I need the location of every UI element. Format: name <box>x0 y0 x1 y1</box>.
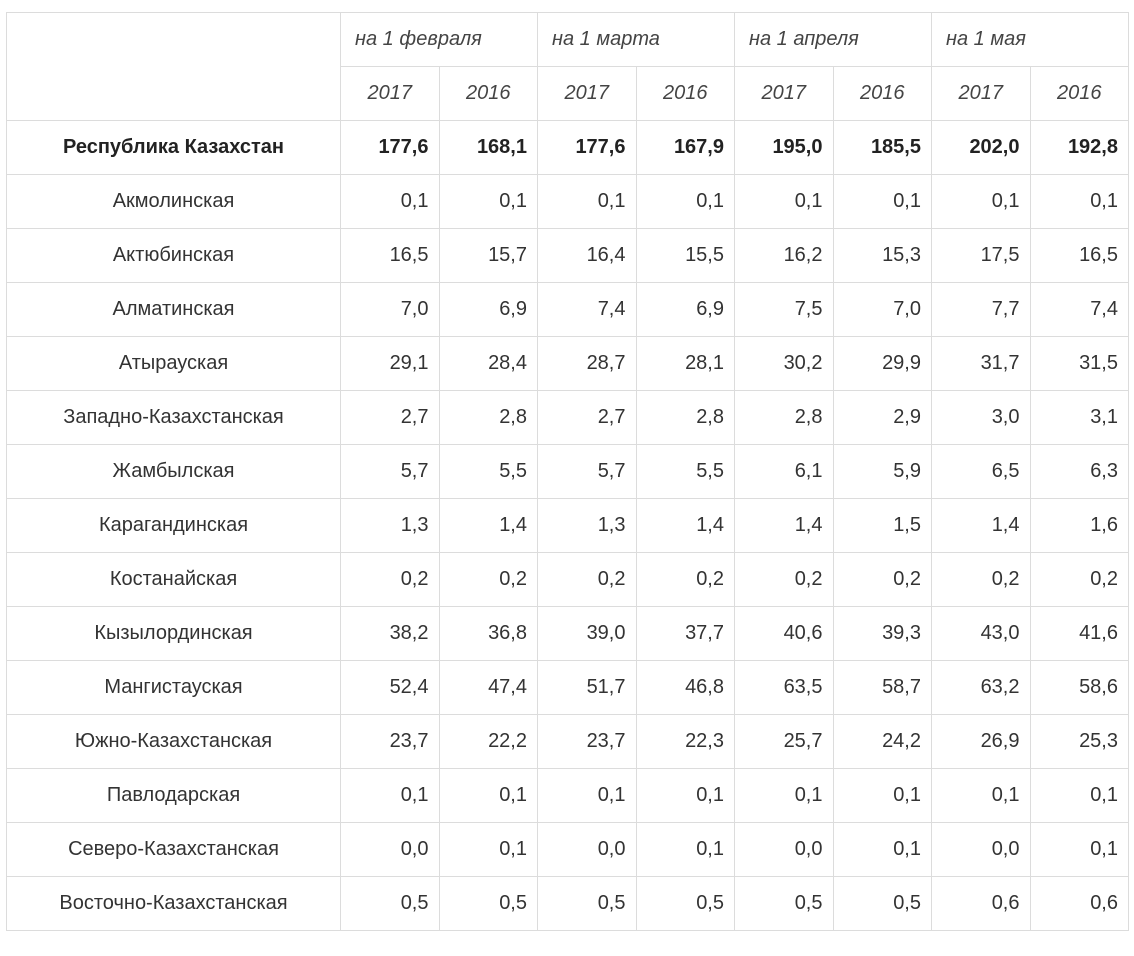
value-cell: 29,9 <box>833 337 932 391</box>
value-cell: 177,6 <box>341 121 440 175</box>
table-row <box>7 499 1129 553</box>
value-cell: 2,9 <box>833 391 932 445</box>
value-cell: 0,1 <box>932 769 1031 823</box>
value-cell: 6,9 <box>439 283 538 337</box>
value-cell: 0,2 <box>636 553 735 607</box>
value-cell: 22,3 <box>636 715 735 769</box>
value-cell: 25,7 <box>735 715 834 769</box>
year-header: 2016 <box>636 67 735 121</box>
table-row <box>7 175 1129 229</box>
value-cell: 0,1 <box>439 769 538 823</box>
value-cell: 0,1 <box>636 823 735 877</box>
value-cell: 5,5 <box>636 445 735 499</box>
value-cell: 0,1 <box>932 175 1031 229</box>
value-cell: 31,7 <box>932 337 1031 391</box>
value-cell: 5,7 <box>538 445 637 499</box>
value-cell: 0,1 <box>636 175 735 229</box>
value-cell: 0,1 <box>1030 769 1129 823</box>
year-header: 2016 <box>439 67 538 121</box>
region-name: Карагандинская <box>7 499 341 553</box>
value-cell: 202,0 <box>932 121 1031 175</box>
value-cell: 0,2 <box>341 553 440 607</box>
region-name: Западно-Казахстанская <box>7 391 341 445</box>
table-row <box>7 337 1129 391</box>
value-cell: 0,6 <box>1030 877 1129 931</box>
value-cell: 1,4 <box>932 499 1031 553</box>
value-cell: 0,2 <box>538 553 637 607</box>
value-cell: 2,7 <box>538 391 637 445</box>
region-name: Северо-Казахстанская <box>7 823 341 877</box>
table-header <box>7 13 1129 121</box>
year-header: 2016 <box>1030 67 1129 121</box>
value-cell: 22,2 <box>439 715 538 769</box>
value-cell: 6,9 <box>636 283 735 337</box>
value-cell: 1,4 <box>439 499 538 553</box>
value-cell: 1,3 <box>341 499 440 553</box>
value-cell: 1,4 <box>636 499 735 553</box>
table-row <box>7 661 1129 715</box>
value-cell: 28,4 <box>439 337 538 391</box>
value-cell: 0,1 <box>1030 823 1129 877</box>
value-cell: 7,7 <box>932 283 1031 337</box>
year-header: 2017 <box>735 67 834 121</box>
value-cell: 0,1 <box>833 823 932 877</box>
value-cell: 39,0 <box>538 607 637 661</box>
value-cell: 3,0 <box>932 391 1031 445</box>
value-cell: 195,0 <box>735 121 834 175</box>
value-cell: 0,2 <box>735 553 834 607</box>
region-name: Жамбылская <box>7 445 341 499</box>
table-row <box>7 769 1129 823</box>
table-row <box>7 715 1129 769</box>
value-cell: 0,0 <box>341 823 440 877</box>
value-cell: 0,1 <box>735 769 834 823</box>
value-cell: 26,9 <box>932 715 1031 769</box>
value-cell: 0,5 <box>735 877 834 931</box>
value-cell: 0,1 <box>833 175 932 229</box>
value-cell: 16,4 <box>538 229 637 283</box>
period-header-row <box>7 13 1129 67</box>
value-cell: 16,5 <box>1030 229 1129 283</box>
value-cell: 192,8 <box>1030 121 1129 175</box>
region-name: Атырауская <box>7 337 341 391</box>
value-cell: 1,4 <box>735 499 834 553</box>
value-cell: 1,3 <box>538 499 637 553</box>
table-body <box>7 121 1129 931</box>
table-row <box>7 823 1129 877</box>
value-cell: 0,0 <box>932 823 1031 877</box>
value-cell: 0,1 <box>341 769 440 823</box>
table-row <box>7 445 1129 499</box>
total-row <box>7 121 1129 175</box>
value-cell: 7,0 <box>833 283 932 337</box>
value-cell: 37,7 <box>636 607 735 661</box>
value-cell: 46,8 <box>636 661 735 715</box>
value-cell: 0,2 <box>439 553 538 607</box>
value-cell: 15,3 <box>833 229 932 283</box>
value-cell: 0,2 <box>1030 553 1129 607</box>
value-cell: 41,6 <box>1030 607 1129 661</box>
value-cell: 5,5 <box>439 445 538 499</box>
value-cell: 51,7 <box>538 661 637 715</box>
period-header: на 1 апреля <box>735 13 932 67</box>
value-cell: 28,7 <box>538 337 637 391</box>
value-cell: 1,5 <box>833 499 932 553</box>
value-cell: 15,7 <box>439 229 538 283</box>
data-table <box>6 12 1129 931</box>
value-cell: 7,4 <box>1030 283 1129 337</box>
table-row <box>7 283 1129 337</box>
year-header: 2016 <box>833 67 932 121</box>
value-cell: 0,0 <box>735 823 834 877</box>
table-container <box>6 12 1129 931</box>
value-cell: 40,6 <box>735 607 834 661</box>
value-cell: 5,7 <box>341 445 440 499</box>
region-name: Костанайская <box>7 553 341 607</box>
value-cell: 0,1 <box>636 769 735 823</box>
value-cell: 39,3 <box>833 607 932 661</box>
value-cell: 0,1 <box>439 175 538 229</box>
table-row <box>7 877 1129 931</box>
region-name: Актюбинская <box>7 229 341 283</box>
value-cell: 0,1 <box>538 175 637 229</box>
value-cell: 16,2 <box>735 229 834 283</box>
value-cell: 1,6 <box>1030 499 1129 553</box>
region-name: Акмолинская <box>7 175 341 229</box>
period-header: на 1 мая <box>932 13 1129 67</box>
value-cell: 0,1 <box>1030 175 1129 229</box>
value-cell: 167,9 <box>636 121 735 175</box>
year-header: 2017 <box>538 67 637 121</box>
value-cell: 168,1 <box>439 121 538 175</box>
corner-cell <box>7 13 341 121</box>
period-header: на 1 марта <box>538 13 735 67</box>
table-row <box>7 229 1129 283</box>
region-name: Республика Казахстан <box>7 121 341 175</box>
value-cell: 17,5 <box>932 229 1031 283</box>
value-cell: 30,2 <box>735 337 834 391</box>
year-header: 2017 <box>341 67 440 121</box>
value-cell: 0,1 <box>735 175 834 229</box>
value-cell: 36,8 <box>439 607 538 661</box>
value-cell: 0,1 <box>341 175 440 229</box>
value-cell: 63,5 <box>735 661 834 715</box>
value-cell: 63,2 <box>932 661 1031 715</box>
region-name: Кызылординская <box>7 607 341 661</box>
table-row <box>7 553 1129 607</box>
value-cell: 58,7 <box>833 661 932 715</box>
value-cell: 31,5 <box>1030 337 1129 391</box>
value-cell: 29,1 <box>341 337 440 391</box>
year-header: 2017 <box>932 67 1031 121</box>
value-cell: 23,7 <box>538 715 637 769</box>
period-header: на 1 февраля <box>341 13 538 67</box>
value-cell: 0,1 <box>439 823 538 877</box>
value-cell: 0,5 <box>636 877 735 931</box>
value-cell: 15,5 <box>636 229 735 283</box>
value-cell: 0,5 <box>341 877 440 931</box>
value-cell: 52,4 <box>341 661 440 715</box>
value-cell: 0,6 <box>932 877 1031 931</box>
value-cell: 25,3 <box>1030 715 1129 769</box>
value-cell: 0,5 <box>538 877 637 931</box>
value-cell: 38,2 <box>341 607 440 661</box>
value-cell: 0,2 <box>833 553 932 607</box>
value-cell: 185,5 <box>833 121 932 175</box>
value-cell: 5,9 <box>833 445 932 499</box>
table-row <box>7 391 1129 445</box>
value-cell: 6,5 <box>932 445 1031 499</box>
value-cell: 43,0 <box>932 607 1031 661</box>
region-name: Алматинская <box>7 283 341 337</box>
value-cell: 16,5 <box>341 229 440 283</box>
value-cell: 58,6 <box>1030 661 1129 715</box>
value-cell: 177,6 <box>538 121 637 175</box>
value-cell: 0,1 <box>538 769 637 823</box>
region-name: Восточно-Казахстанская <box>7 877 341 931</box>
value-cell: 6,3 <box>1030 445 1129 499</box>
value-cell: 3,1 <box>1030 391 1129 445</box>
value-cell: 47,4 <box>439 661 538 715</box>
value-cell: 0,5 <box>439 877 538 931</box>
region-name: Мангистауская <box>7 661 341 715</box>
value-cell: 0,1 <box>833 769 932 823</box>
value-cell: 7,5 <box>735 283 834 337</box>
table-row <box>7 607 1129 661</box>
value-cell: 0,5 <box>833 877 932 931</box>
value-cell: 0,0 <box>538 823 637 877</box>
value-cell: 2,7 <box>341 391 440 445</box>
value-cell: 2,8 <box>439 391 538 445</box>
value-cell: 0,2 <box>932 553 1031 607</box>
value-cell: 6,1 <box>735 445 834 499</box>
value-cell: 24,2 <box>833 715 932 769</box>
region-name: Павлодарская <box>7 769 341 823</box>
value-cell: 7,0 <box>341 283 440 337</box>
value-cell: 28,1 <box>636 337 735 391</box>
value-cell: 2,8 <box>636 391 735 445</box>
value-cell: 2,8 <box>735 391 834 445</box>
value-cell: 7,4 <box>538 283 637 337</box>
value-cell: 23,7 <box>341 715 440 769</box>
region-name: Южно-Казахстанская <box>7 715 341 769</box>
